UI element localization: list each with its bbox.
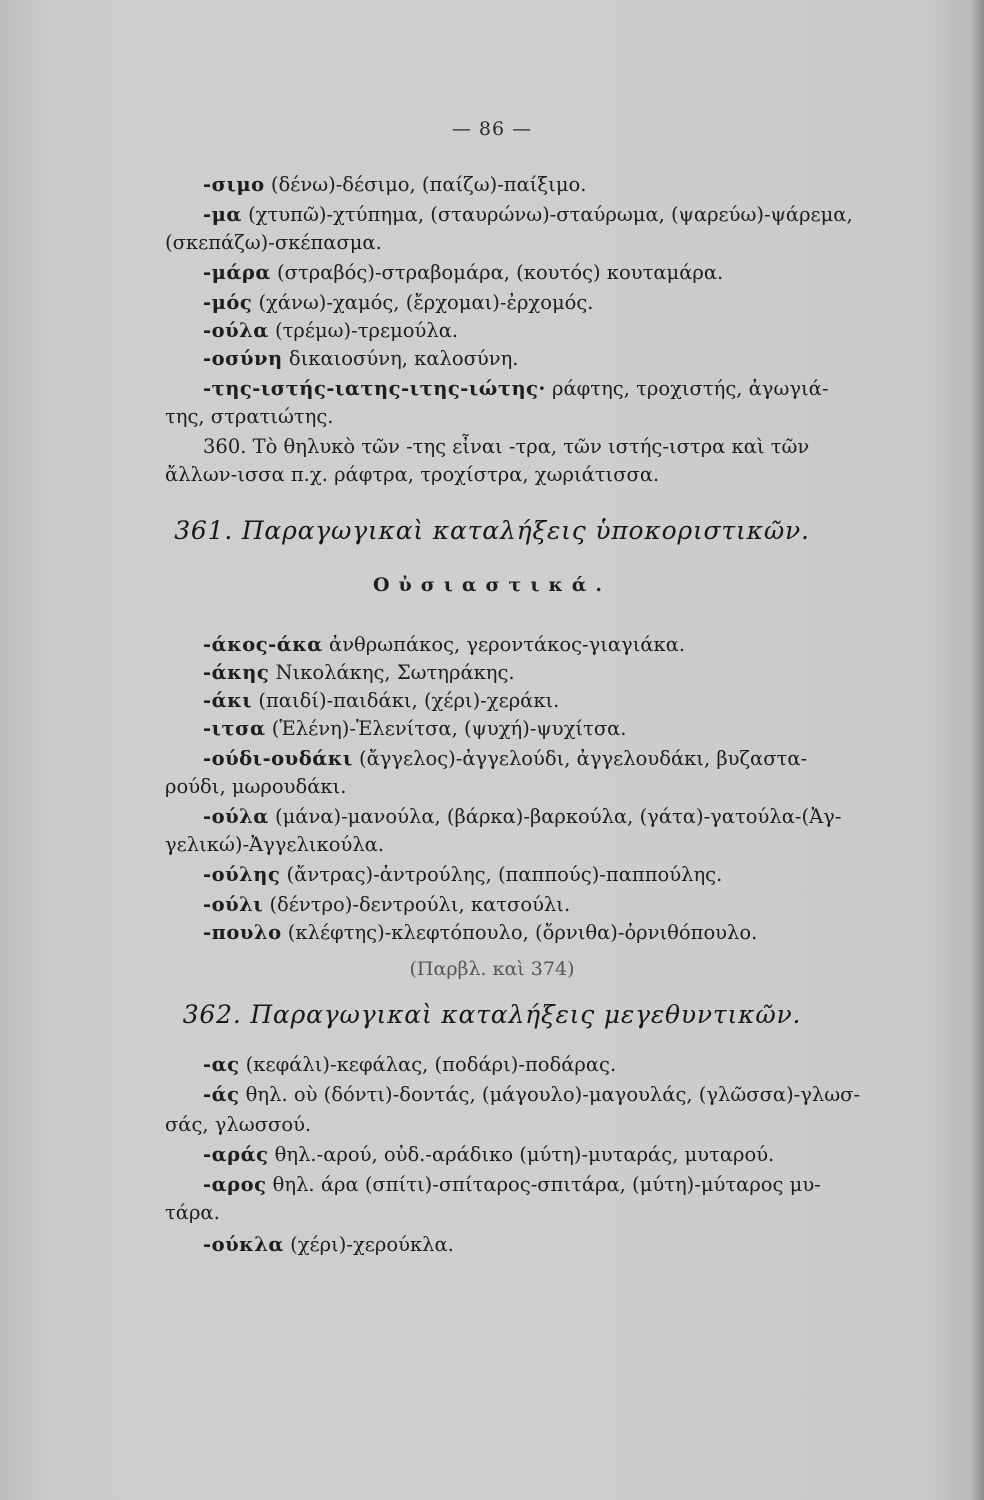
entry-text: ἄλλων-ισσα π.χ. ράφτρα, τροχίστρα, χωριάτισσα. [165, 463, 660, 486]
entry-line [203, 434, 877, 460]
suffix: -μα [203, 203, 242, 226]
entry-line [203, 290, 877, 316]
entry-text: γελικώ)-Ἀγγελικούλα. [165, 833, 385, 856]
suffix: -ούλι [203, 893, 264, 916]
entry-line [165, 404, 877, 430]
suffix: -μός [203, 291, 253, 314]
entry-text: (ἄντρας)-ἀντρούλης, (παππούς)-παππούλης. [280, 863, 723, 886]
suffix: -ιτσα [203, 717, 266, 740]
suffix: -ας [203, 1053, 240, 1076]
cross-reference: (Παρβλ. καὶ 374) [409, 958, 575, 980]
entry-text: θηλ.-αρού, οὐδ.-αράδικο (μύτη)-μυταράς, μυταρού. [268, 1143, 775, 1166]
entry-text: (μάνα)-μανούλα, (βάρκα)-βαρκούλα, (γάτα)-γατούλα-(Ἀγ- [268, 805, 842, 828]
entry-line [203, 920, 877, 946]
entry-line [165, 774, 877, 800]
entry-line [203, 172, 877, 198]
suffix: -μάρα [203, 261, 271, 284]
entry-line [203, 688, 877, 714]
entry-line [203, 746, 877, 772]
entry-text: (χάνω)-χαμός, (ἔρχομαι)-ἐρχομός. [252, 291, 594, 314]
suffix: -αράς [203, 1143, 269, 1166]
suffix: -της-ιστής-ιατης-ιτης-ιώτης· [203, 377, 546, 400]
entry-text: (στραβός)-στραβομάρα, (κουτός) κουταμάρα. [270, 261, 724, 284]
entry-text: Νικολάκης, Σωτηράκης. [269, 661, 515, 684]
suffix: -άς [203, 1083, 240, 1106]
entry-line [203, 804, 877, 830]
suffix: -ούκλα [203, 1233, 284, 1256]
page-edge [970, 0, 984, 1500]
entry-text: (κλέφτης)-κλεφτόπουλο, (ὄρνιθα)-ὀρνιθόπουλο. [281, 921, 758, 944]
entry-text: θηλ. οὺ (δόντι)-δοντάς, (μάγουλο)-μαγουλάς, (γλῶσσα)-γλωσ- [239, 1083, 861, 1106]
section-361-subheading: Οὐσιαστικά. [372, 574, 612, 596]
entry-line [203, 376, 877, 402]
entry-text: τάρα. [165, 1201, 220, 1224]
entry-text: (σκεπάζω)-σκέπασμα. [165, 231, 382, 254]
entry-text: (χέρι)-χερούκλα. [283, 1233, 454, 1256]
entry-text: (ἄγγελος)-ἀγγελούδι, ἀγγελουδάκι, βυζαστα- [352, 747, 808, 770]
entry-text: ἀνθρωπάκος, γεροντάκος-γιαγιάκα. [322, 633, 686, 656]
entry-text: (κεφάλι)-κεφάλας, (ποδάρι)-ποδάρας. [239, 1053, 617, 1076]
entry-text: της, στρατιώτης. [165, 405, 334, 428]
suffix: -ούδι-ουδάκι [203, 747, 353, 770]
suffix: -ούλης [203, 863, 281, 886]
entry-text: (χτυπῶ)-χτύπημα, (σταυρώνω)-σταύρωμα, (ψαρεύω)-ψάρεμα, [241, 203, 853, 226]
entry-text: θηλ. άρα (σπίτι)-σπίταρος-σπιτάρα, (μύτη)-μύταρος μυ- [266, 1173, 821, 1196]
section-361-heading: 361. Παραγωγικαὶ καταλήξεις ὑποκοριστικῶν. [174, 516, 810, 545]
suffix: -πουλο [203, 921, 282, 944]
section-362-heading: 362. Παραγωγικαὶ καταλήξεις μεγεθυντικῶν. [182, 1000, 802, 1029]
entry-line [203, 346, 877, 372]
entry-line [203, 1172, 877, 1198]
entry-line [203, 660, 877, 686]
entry-text: (δέντρο)-δεντρούλι, κατσούλι. [263, 893, 571, 916]
suffix: -άκι [203, 689, 253, 712]
entry-line [203, 318, 877, 344]
suffix: -ούλα [203, 319, 269, 342]
suffix: -σιμο [203, 173, 265, 196]
entry-text: (τρέμω)-τρεμούλα. [268, 319, 459, 342]
entry-text: δικαιοσύνη, καλοσύνη. [282, 347, 519, 370]
entry-line [203, 202, 877, 228]
entry-text: 360. Τὸ θηλυκὸ τῶν -της εἶναι -τρα, τῶν ιστής-ιστρα καὶ τῶν [203, 435, 810, 458]
entry-line [203, 632, 877, 658]
entry-line [203, 1232, 877, 1258]
entry-line [165, 462, 877, 488]
entry-text: (δένω)-δέσιμο, (παίζω)-παίξιμο. [264, 173, 587, 196]
page-number: — 86 — [451, 118, 533, 140]
entry-line [165, 230, 877, 256]
entry-line [203, 1082, 877, 1108]
suffix: -άκος-άκα [203, 633, 323, 656]
entry-line [165, 832, 877, 858]
entry-line [165, 1112, 877, 1138]
suffix: -οσύνη [203, 347, 283, 370]
entry-line [203, 892, 877, 918]
entry-line [165, 1200, 877, 1226]
entry-text: ράφτης, τροχιστής, ἀγωγιά- [545, 377, 829, 400]
entry-text: ρούδι, μωρουδάκι. [165, 775, 347, 798]
entry-text: (Ἑλένη)-Ἑλενίτσα, (ψυχή)-ψυχίτσα. [265, 717, 627, 740]
entry-text: (παιδί)-παιδάκι, (χέρι)-χεράκι. [252, 689, 560, 712]
entry-line [203, 862, 877, 888]
entry-line [203, 260, 877, 286]
entry-line [203, 1052, 877, 1078]
entry-line [203, 1142, 877, 1168]
entry-text: σάς, γλωσσού. [165, 1113, 312, 1136]
suffix: -αρος [203, 1173, 267, 1196]
entry-line [203, 716, 877, 742]
suffix: -ούλα [203, 805, 269, 828]
suffix: -άκης [203, 661, 270, 684]
